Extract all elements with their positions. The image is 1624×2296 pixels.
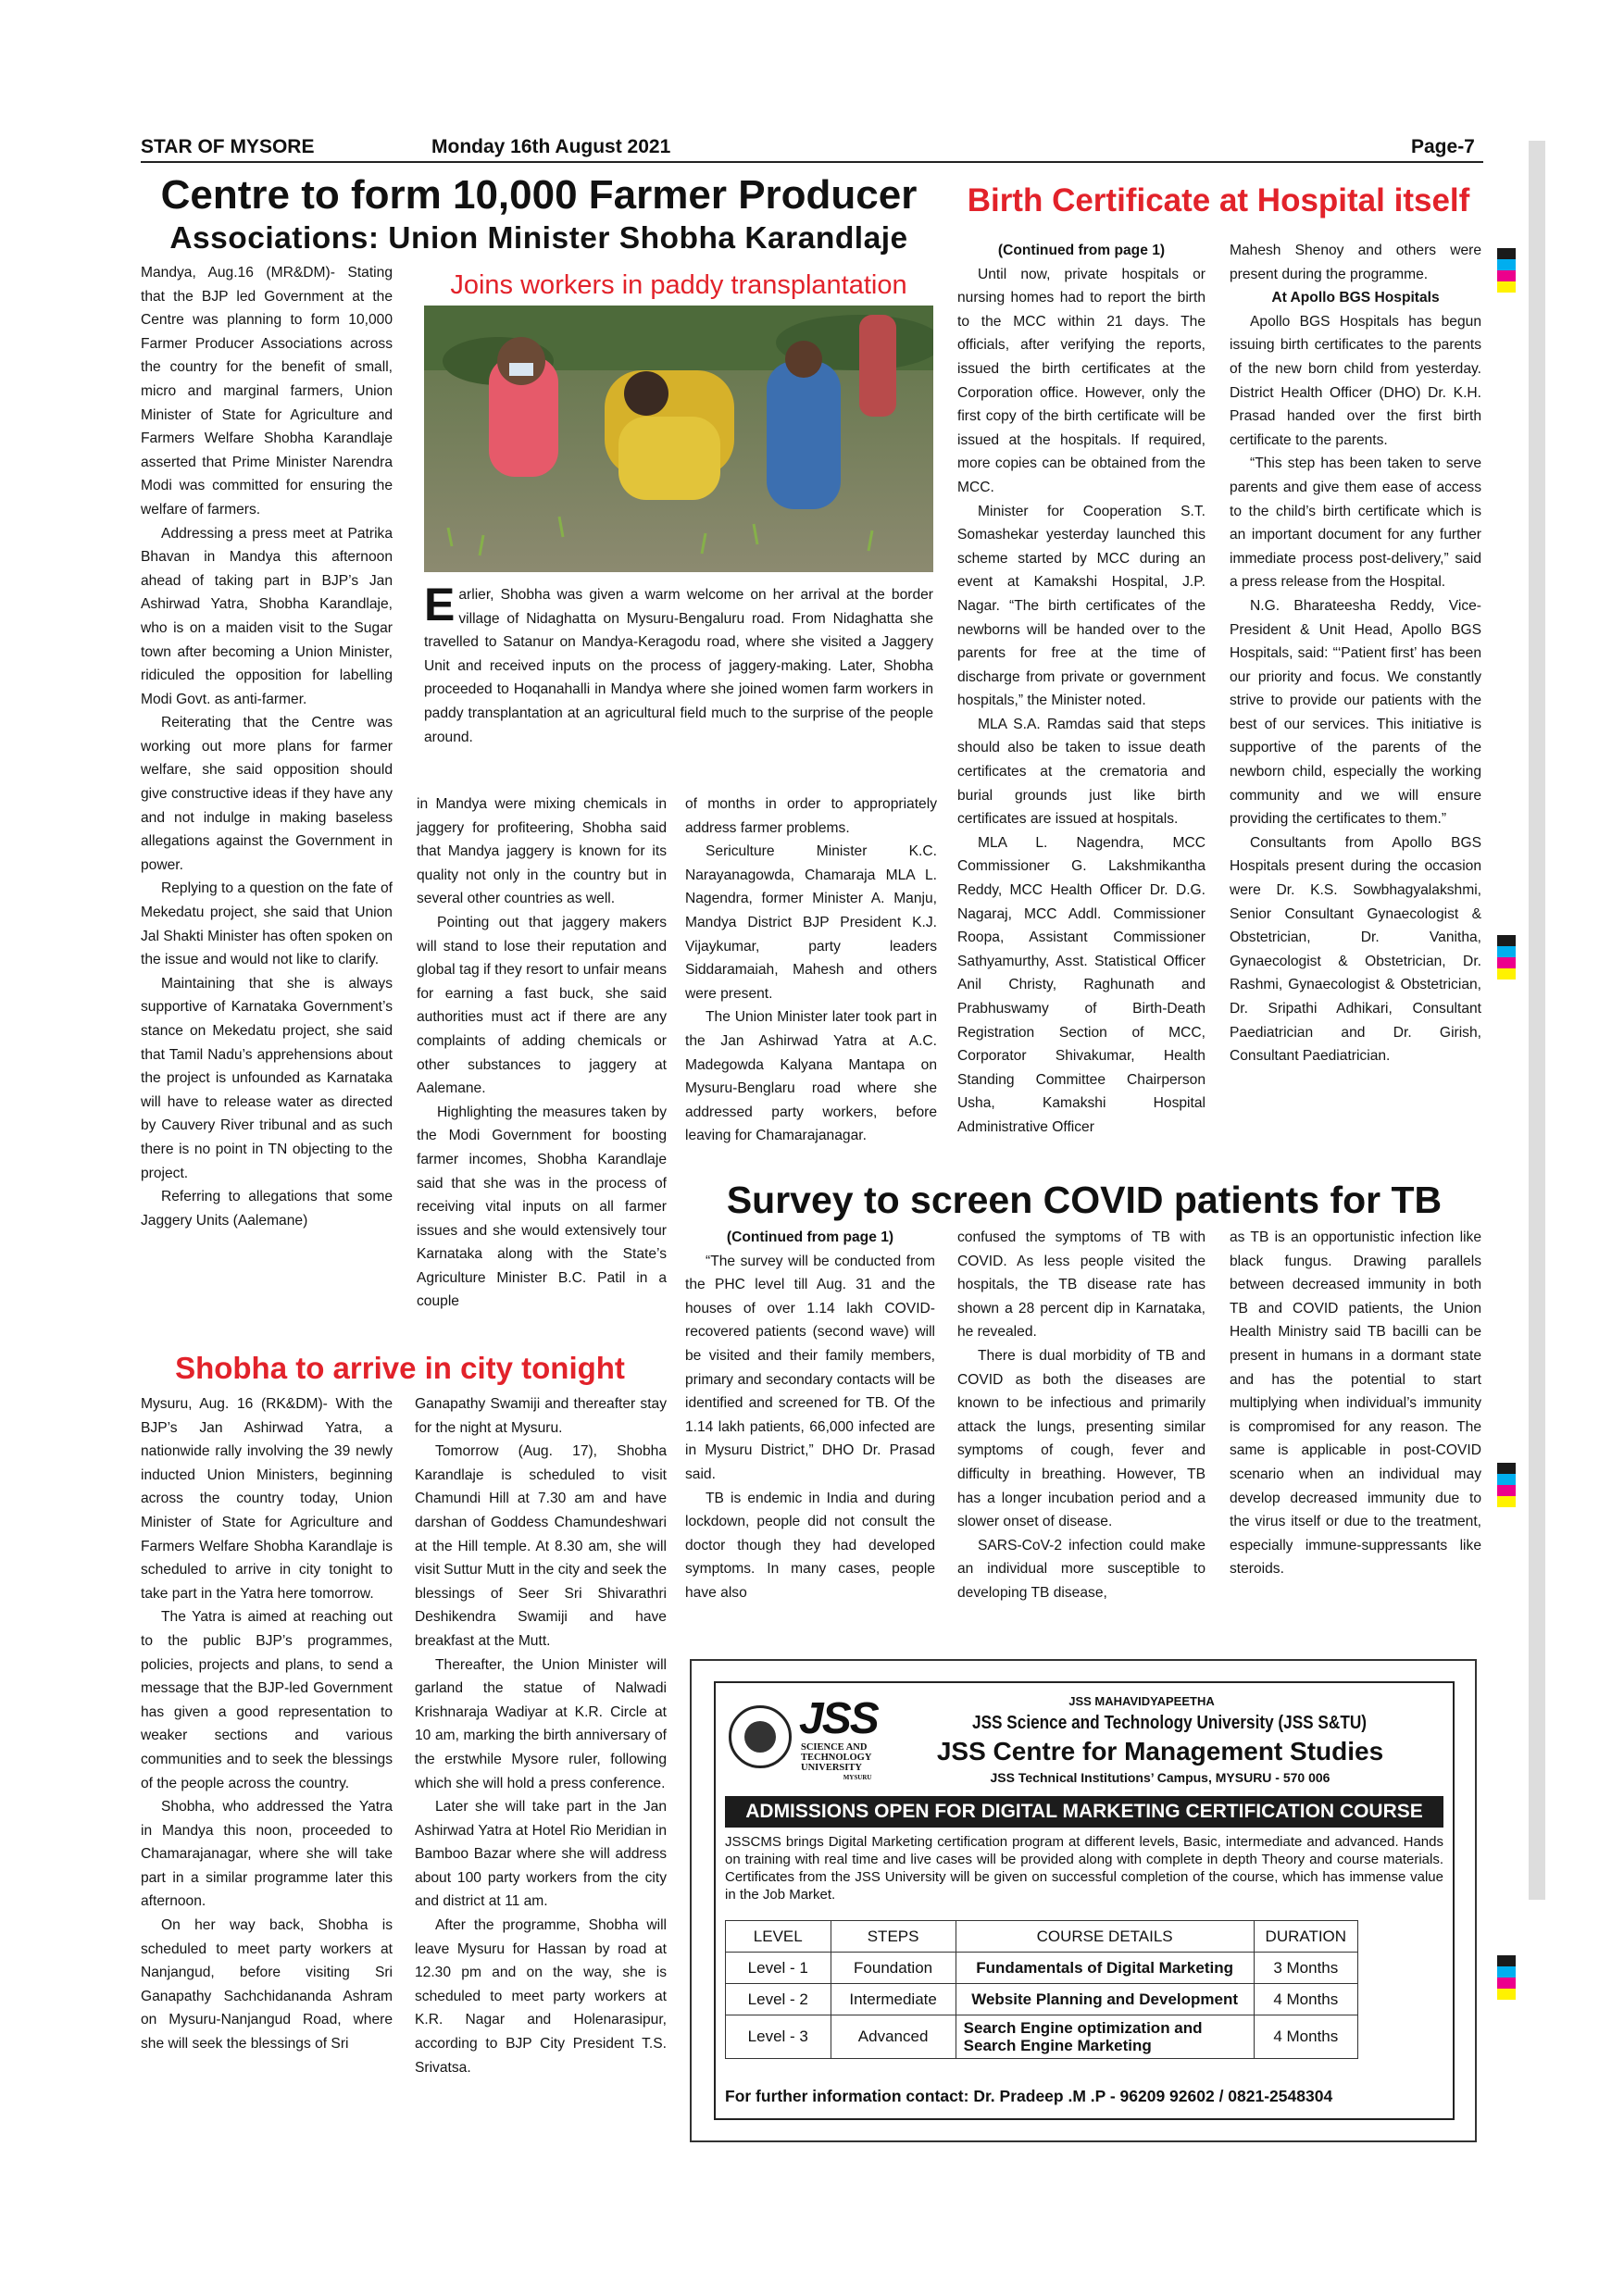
photo-illustration bbox=[424, 306, 933, 572]
paragraph: Thereafter, the Union Minister will garland the statue of Nalwadi Krishnaraja Wadiyar at K.R. Circle at 10 am, marking the birth anniversary of the erstwhile Mysore ruler, following which she will hold a press conference. bbox=[415, 1656, 667, 1791]
centre-name: JSS Centre for Management Studies bbox=[936, 1737, 1384, 1766]
paragraph: The Union Minister later took part in the Jan Ashirwad Yatra at A.C. Madegowda Kalyana Mantapa on Mysuru-Benglaru road where she addressed party workers, before leaving for Chamarajanagar. bbox=[685, 1009, 937, 1144]
university-name: JSS Science and Technology University (JSS S&TU) bbox=[972, 1713, 1367, 1733]
table-cell: Search Engine optimization and Search Engine Marketing bbox=[956, 2015, 1254, 2059]
paragraph: Minister for Cooperation S.T. Somashekar yesterday launched this scheme started by MCC during an event at Kamakshi Hospital, J.P. Nagar. “The birth certificates of the newborns will be handed over to the parents for free at the time of discharge from private or government hospitals,” the Minister noted. bbox=[957, 503, 1206, 709]
table-cell: Level - 3 bbox=[726, 2015, 831, 2059]
shobha-column-2 bbox=[415, 1392, 667, 2079]
paddy-transplant-photo bbox=[424, 306, 933, 572]
table-cell: Advanced bbox=[831, 2015, 956, 2059]
paragraph: SARS-CoV-2 infection could make an individual more susceptible to developing TB disease, bbox=[957, 1537, 1206, 1601]
farmer-column-1 bbox=[141, 261, 393, 1232]
paragraph: Ganapathy Swamiji and thereafter stay for the night at Mysuru. bbox=[415, 1396, 667, 1436]
ad-description: JSSCMS brings Digital Marketing certification program at different levels, Basic, intermediate and advanced. Hands on training with real time and live cases will be provided along with complete in depth Theory and course materials. Certificates from the JSS University will be given on successful completion of the course, which has immense value in the Job Market. bbox=[725, 1834, 1443, 1903]
paragraph: Replying to a question on the fate of Mekedatu project, she said that Union Jal Shakti Minister has often spoken on the issue and would not like to clarify. bbox=[141, 880, 393, 968]
logo-sub-line: UNIVERSITY bbox=[801, 1763, 862, 1773]
table-cell: Level - 1 bbox=[726, 1953, 831, 1984]
logo-sub-line: MYSURU bbox=[843, 1774, 872, 1781]
paragraph: “The survey will be conducted from the PHC level till Aug. 31 and the houses of over 1.14 lakh COVID-recovered patients (second wave) will be visited and their family members, primary and secondary contacts will be identified and screened for TB. Of the 1.14 lakh patients, 66,000 infected are in Mysuru District,” DHO Dr. Prasad said. bbox=[685, 1253, 935, 1482]
table-header: STEPS bbox=[831, 1921, 956, 1953]
paper-name: STAR OF MYSORE bbox=[141, 136, 315, 157]
margin-bar bbox=[1529, 141, 1545, 1900]
registration-marks bbox=[1497, 935, 1516, 980]
tb-headline: Survey to screen COVID patients for TB bbox=[726, 1179, 1443, 1221]
table-header: LEVEL bbox=[726, 1921, 831, 1953]
table-cell: 4 Months bbox=[1254, 1984, 1357, 2015]
table-row bbox=[726, 1984, 1358, 2015]
paragraph: “This step has been taken to serve parents and give them ease of access to the child’s birth certificate which is an important document for any further immediate process post-delivery,” said a press release from the Hospital. bbox=[1230, 455, 1481, 591]
registration-marks bbox=[1497, 1463, 1516, 1507]
page-number: Page-7 bbox=[1411, 136, 1475, 157]
paragraph: confused the symptoms of TB with COVID. As less people visited the hospitals, the TB disease rate has shown a 28 percent dip in Karnataka, he revealed. bbox=[957, 1229, 1206, 1341]
paragraph: MLA S.A. Ramdas said that steps should also be taken to issue death certificates at the crematoria and burial grounds just like birth certificates are issued at hospitals. bbox=[957, 716, 1206, 828]
birth-column-1 bbox=[957, 239, 1206, 1140]
jss-seal-icon bbox=[729, 1705, 792, 1768]
paragraph: MLA L. Nagendra, MCC Commissioner G. Lakshmikantha Reddy, MCC Health Officer Dr. D.G. Nagaraj, MCC Addl. Commissioner Roopa, Assistant Commissioner Sathyamurthy, Asst. Statistical Officer Anil Christy, Raghunath and Prabhuswamy of Birth-Death Registration Section of MCC, Corporator Shivakumar, Health Standing Committee Chairperson Usha, Kamakshi Hospital Administrative Officer bbox=[957, 834, 1206, 1135]
tb-column-3 bbox=[1230, 1226, 1481, 1581]
continued-label: (Continued from page 1) bbox=[997, 243, 1166, 258]
table-cell: 4 Months bbox=[1254, 2015, 1357, 2059]
paragraph: Sericulture Minister K.C. Narayanagowda, Chamaraja MLA L. Nagendra, former Minister A. Manju, Mandya District BJP President K.J. Vijaykumar, party leaders Siddaramaiah, Mahesh and others were present. bbox=[685, 843, 937, 1002]
paragraph: After the programme, Shobha will leave Mysuru for Hassan by road at 12.30 pm and on the way, she is scheduled to meet party workers at K.R. Nagar and Holenarasipur, according to BJP City President T.S. Srivatsa. bbox=[415, 1917, 667, 2076]
paragraph: Highlighting the measures taken by the Modi Government for boosting farmer incomes, Shobha Karandlaje said that she was in the process of receiving vital inputs on all farmer issues and she would extensively tour Karnataka along with the State’s Agriculture Minister B.C. Patil in a couple bbox=[417, 1104, 667, 1310]
paragraph: Reiterating that the Centre was working out more plans for farmer welfare, she said opposition should give constructive ideas if they have any and not indulge in making baseless allegations against the Government in power. bbox=[141, 715, 393, 873]
continued-label: (Continued from page 1) bbox=[726, 1229, 894, 1245]
logo-subtitle bbox=[801, 1742, 871, 1783]
table-cell: Level - 2 bbox=[726, 1984, 831, 2015]
farmer-headline-line1: Centre to form 10,000 Farmer Producer bbox=[160, 172, 918, 218]
paragraph: Pointing out that jaggery makers will stand to lose their reputation and global tag if they resort to unfair means for earning a fast buck, she said authorities must act if there are any complaints of adding chemicals or other substances to jaggery at Aalemane. bbox=[417, 914, 667, 1097]
course-table bbox=[725, 1920, 1358, 2059]
table-header: COURSE DETAILS bbox=[956, 1921, 1254, 1953]
logo-sub-line: SCIENCE AND bbox=[801, 1742, 868, 1753]
ad-contact: For further information contact: Dr. Pradeep .M .P - 96209 92602 / 0821-2548304 bbox=[725, 2087, 1333, 2105]
table-cell: 3 Months bbox=[1254, 1953, 1357, 1984]
paragraph: Apollo BGS Hospitals has begun issuing birth certificates to the parents of the new born child from yesterday. District Health Officer (DHO) Dr. K.H. Prasad handed over the first birth certificate to the parents. bbox=[1230, 313, 1481, 448]
paragraph: There is dual morbidity of TB and COVID as both the diseases are known to be infectious and primarily attack the lungs, presenting similar symptoms of cough, fever and difficulty in breathing. However, TB has a longer incubation period and a slower onset of disease. bbox=[957, 1347, 1206, 1530]
farmer-headline-line2: Associations: Union Minister Shobha Karandlaje bbox=[169, 221, 908, 256]
apollo-subhead: At Apollo BGS Hospitals bbox=[1271, 290, 1440, 306]
paragraph: TB is endemic in India and during lockdown, people did not consult the doctor though they had developed symptoms. In many cases, people have also bbox=[685, 1490, 935, 1601]
paragraph: On her way back, Shobha is scheduled to meet party workers at Nanjangud, before visiting Sri Ganapathy Sachchidananda Ashram on Mysuru-Nanjangud Road, where she will seek the blessings of Sri bbox=[141, 1917, 393, 2053]
photo-caption bbox=[424, 579, 933, 749]
paragraph: Tomorrow (Aug. 17), Shobha Karandlaje is scheduled to visit Chamundi Hill at 7.30 am and have darshan of Goddess Chamundeshwari at the Hill temple. At 8.30 am, she will visit Suttur Mutt in the city and seek the blessings of Seer Sri Shivarathri Deshikendra Swamiji and have breakfast at the Mutt. bbox=[415, 1443, 667, 1649]
birth-column-2 bbox=[1230, 239, 1481, 1068]
admissions-banner: ADMISSIONS OPEN FOR DIGITAL MARKETING CERTIFICATION COURSE bbox=[725, 1796, 1443, 1828]
photo-headline: Joins workers in paddy transplantation bbox=[450, 270, 907, 300]
paragraph: Later she will take part in the Jan Ashirwad Yatra at Hotel Rio Meridian in Bamboo Bazar where she will address about 100 party workers from the city and district at 11 am. bbox=[415, 1799, 667, 1910]
caption-dropcap: E bbox=[424, 579, 456, 630]
farmer-column-2 bbox=[417, 792, 667, 1314]
paragraph: Referring to allegations that some Jaggery Units (Aalemane) bbox=[141, 1189, 393, 1229]
table-header: DURATION bbox=[1254, 1921, 1357, 1953]
table-cell: Intermediate bbox=[831, 1984, 956, 2015]
paragraph: Mahesh Shenoy and others were present during the programme. bbox=[1230, 243, 1481, 282]
farmer-column-3 bbox=[685, 792, 937, 1148]
paragraph: Addressing a press meet at Patrika Bhavan in Mandya this afternoon ahead of taking part in BJP’s Jan Ashirwad Yatra, Shobha Karandlaje, who is on a maiden visit to the Sugar town after becoming a Union Minister, ridiculed the opposition for labelling Modi Govt. as anti-farmer. bbox=[141, 525, 393, 707]
jss-advertisement bbox=[690, 1659, 1477, 2142]
tb-column-2 bbox=[957, 1226, 1206, 1605]
paragraph: Mysuru, Aug. 16 (RK&DM)- With the BJP’s Jan Ashirwad Yatra, a nationwide rally involving the 39 newly inducted Union Ministers, beginning across the country today, Union Minister of State for Agriculture and Farmers Welfare Shobha Karandlaje is scheduled to arrive in city tonight to take part in the Yatra here tomorrow. bbox=[141, 1396, 393, 1602]
registration-marks bbox=[1497, 1955, 1516, 2000]
logo-sub-line: TECHNOLOGY bbox=[801, 1753, 872, 1763]
jss-logo-text: JSS bbox=[799, 1694, 878, 1743]
table-row bbox=[726, 1953, 1358, 1984]
registration-marks bbox=[1497, 248, 1516, 293]
ad-inner-frame bbox=[714, 1681, 1455, 2120]
tb-column-1 bbox=[685, 1226, 935, 1605]
paragraph: The Yatra is aimed at reaching out to the public BJP’s programmes, policies, projects and plans, to send a message that the BJP-led Government has given a good representation to weaker sections and various communities and to seek the blessings of the people across the country. bbox=[141, 1609, 393, 1791]
table-cell: Website Planning and Development bbox=[956, 1984, 1254, 2015]
table-cell: Foundation bbox=[831, 1953, 956, 1984]
table-cell: Fundamentals of Digital Marketing bbox=[956, 1953, 1254, 1984]
shobha-headline: Shobha to arrive in city tonight bbox=[175, 1351, 625, 1385]
paragraph: N.G. Bharateesha Reddy, Vice-President & Unit Head, Apollo BGS Hospitals, said: “‘Patient first’ has been our priority and focus. We constantly strive to provide our patients with the best of our services. This initiative is supportive of the parents of the newborn child, especially the working community and we will ensure providing the certificates to them.” bbox=[1230, 597, 1481, 828]
paragraph: as TB is an opportunistic infection like black fungus. Drawing parallels between decreased immunity in both TB and COVID patients, the Union Health Ministry said TB bacilli can be present in humans in a dormant state and has the potential to start multiplying when individual’s immunity is compromised for any reason. The same is applicable in post-COVID scenario when an individual may develop decreased immunity due to the virus itself or due to the treatment, especially immune-suppressants like steroids. bbox=[1230, 1229, 1481, 1578]
birth-headline: Birth Certificate at Hospital itself bbox=[967, 182, 1470, 218]
paragraph: Shobha, who addressed the Yatra in Mandya this noon, proceeded to Chamarajanagar, where she will take part in a similar programme later this afternoon. bbox=[141, 1799, 393, 1910]
paragraph: Consultants from Apollo BGS Hospitals present during the occasion were Dr. K.S. Sowbhagyalakshmi, Senior Consultant Gynaecologist & Obstetrician, Dr. Vanitha, Gynaecologist & Obstetrician, Dr. Rashmi, Gynaecologist & Obstetrician, Dr. Sripathi Adhikari, Consultant Paediatrician and Dr. Girish, Consultant Paediatrician. bbox=[1230, 834, 1481, 1065]
paragraph: of months in order to appropriately address farmer problems. bbox=[685, 796, 937, 836]
shobha-column-1 bbox=[141, 1392, 393, 2056]
caption-text: arlier, Shobha was given a warm welcome on her arrival at the border village of Nidaghatta on Mysuru-Bengaluru road. From Nidaghatta she travelled to Satanur on Mandya-Keragodu road, where she visited a Jaggery Unit and received inputs on the process of jaggery-making. Later, Shobha proceeded to Hoqanahalli in Mandya where she joined women farm workers in paddy transplantation at an agricultural field much to the surprise of the people around. bbox=[424, 587, 933, 745]
paragraph: in Mandya were mixing chemicals in jaggery for profiteering, Shobha said that Mandya jaggery is known for its quality not only in the country but in several other countries as well. bbox=[417, 796, 667, 907]
table-row bbox=[726, 2015, 1358, 2059]
table-header-row bbox=[726, 1921, 1358, 1953]
campus-address: JSS Technical Institutions’ Campus, MYSURU - 570 006 bbox=[990, 1770, 1330, 1785]
paragraph: Maintaining that she is always supportive of Karnataka Government’s stance on Mekedatu project, she said that Tamil Nadu’s apprehensions about the project is unfounded as Karnataka will have to release water as directed by Cauvery River tribunal and as such there is no point in TN objecting to the project. bbox=[141, 975, 393, 1181]
issue-date: Monday 16th August 2021 bbox=[431, 136, 671, 157]
org-top: JSS MAHAVIDYAPEETHA bbox=[1068, 1694, 1215, 1708]
header-rule bbox=[141, 161, 1483, 163]
paragraph: Until now, private hospitals or nursing homes had to report the birth to the MCC within 21 days. The officials, after verifying the reports, issued the birth certificates at the Corporation office. However, only the first copy of the birth certificate will be issued at the hospitals. If required, more copies can be obtained from the MCC. bbox=[957, 266, 1206, 495]
paragraph: Mandya, Aug.16 (MR&DM)- Stating that the BJP led Government at the Centre was planning to form 10,000 Farmer Producer Associations across the country for the benefit of small, micro and marginal farmers, Union Minister of State for Agriculture and Farmers Welfare Shobha Karandlaje asserted that Prime Minister Narendra Modi was committed for ensuring the welfare of farmers. bbox=[141, 265, 393, 518]
